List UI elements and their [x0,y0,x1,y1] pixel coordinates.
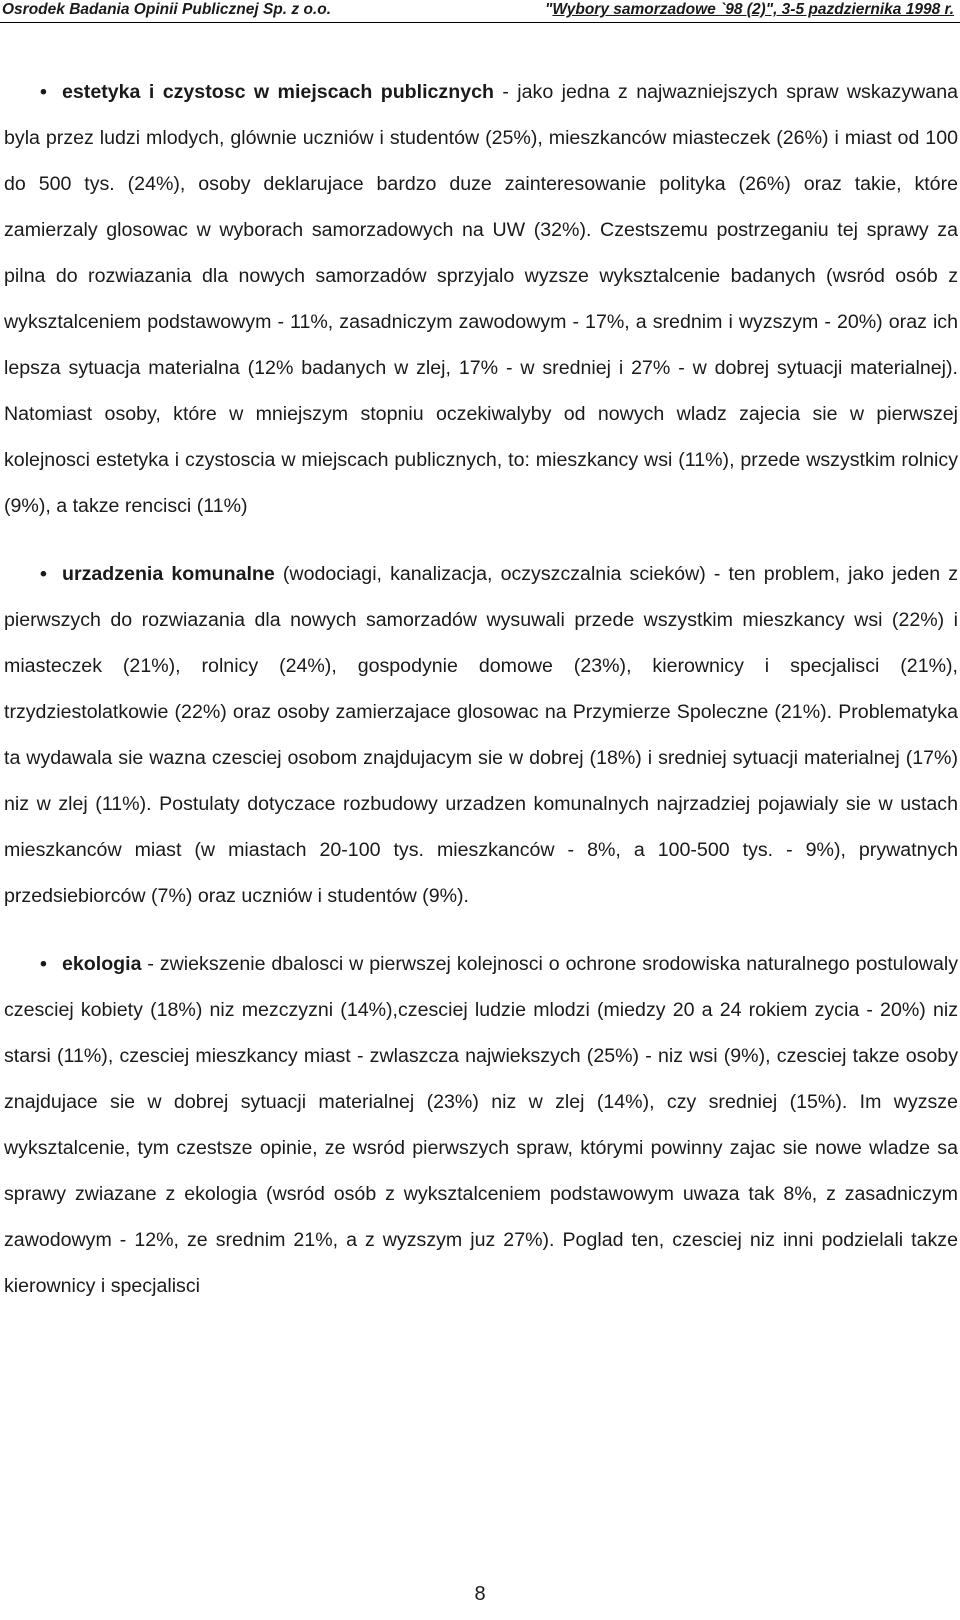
page-header [0,0,960,23]
bullet-icon: • [40,563,47,585]
document-body [4,69,958,1309]
section-term: estetyka i czystosc w miejscach publicznych [62,81,494,103]
section-term: ekologia [62,953,142,975]
header-title-text: Wybory samorzadowe `98 (2)", 3-5 pazdziernika 1998 r. [552,1,954,18]
page-number: 8 [474,1583,486,1605]
section-urzadzenia-komunalne [4,551,958,919]
section-text: (wodociagi, kanalizacja, oczyszczalnia scieków) - ten problem, jako jeden z pierwszych do rozwiazania dla nowych samorzadów wysuwali przede wszystkim mieszkancy wsi (22%) i miasteczek (21%), rolnicy (24%), gospodynie domowe (23%), kierownicy i specjalisci (21%), trzydziestolatkowie (22%) oraz osoby zamierzajace glosowac na Przymierze Spoleczne (21%). Problematyka ta wydawala sie wazna czesciej osobom znajdujacym sie w dobrej (18%) i sredniej sytuacji materialnej (17%) niz w zlej (11%). Postulaty dotyczace rozbudowy urzadzen komunalnych najrzadziej pojawialy sie w ustach mieszkanców miast (w miastach 20-100 tys. mieszkanców - 8%, a 100-500 tys. - 9%), prywatnych przedsiebiorców (7%) oraz uczniów i studentów (9%). [4,563,959,907]
section-text: - zwiekszenie dbalosci w pierwszej kolejnosci o ochrone srodowiska naturalnego postulowaly czesciej kobiety (18%) niz mezczyzni (14%),czesciej ludzie mlodzi (miedzy 20 a 24 rokiem zycia - 20%) niz starsi (11%), czesciej mieszkancy miast - zwlaszcza najwiekszych (25%) - niz wsi (9%), czesciej takze osoby znajdujace sie w dobrej sytuacji materialnej (23%) niz w zlej (14%), czy sredniej (15%). Im wyzsze wyksztalcenie, tym czestsze opinie, ze wsród pierwszych spraw, którymi powinny zajac sie nowe wladze sa sprawy zwiazane z ekologia (wsród osób z wyksztalceniem podstawowym uwaza tak 8%, z zasadniczym zawodowym - 12%, ze srednim 21%, a z wyzszym juz 27%). Poglad ten, czesciej niz inni podzielali takze kierownicy i specjalisci [4,953,958,1297]
header-report-title [545,1,954,19]
section-ekologia [4,941,958,1309]
section-estetyka [4,69,958,529]
header-title-quote: " [545,1,553,18]
header-organization: Osrodek Badania Opinii Publicznej Sp. z o.o. [2,1,331,18]
bullet-icon: • [40,953,47,975]
section-term: urzadzenia komunalne [62,563,275,585]
section-text: - jako jedna z najwazniejszych spraw wskazywana byla przez ludzi mlodych, glównie uczniów i studentów (25%), mieszkanców miasteczek (26%) i miast od 100 do 500 tys. (24%), osoby deklarujace bardzo duze zainteresowanie polityka (26%) oraz takie, które zamierzaly glosowac w wyborach samorzadowych na UW (32%). Czestszemu postrzeganiu tej sprawy za pilna do rozwiazania dla nowych samorzadów sprzyjalo wyzsze wyksztalcenie badanych (wsród osób z wyksztalceniem podstawowym - 11%, zasadniczym zawodowym - 17%, a srednim i wyzszym - 20%) oraz ich lepsza sytuacja materialna (12% badanych w zlej, 17% - w sredniej i 27% - w dobrej sytuacji materialnej). Natomiast osoby, które w mniejszym stopniu oczekiwalyby od nowych wladz zajecia sie w pierwszej kolejnosci estetyka i czystoscia w miejscach publicznych, to: mieszkancy wsi (11%), przede wszystkim rolnicy (9%), a takze rencisci (11%) [4,81,958,517]
bullet-icon: • [40,81,47,103]
